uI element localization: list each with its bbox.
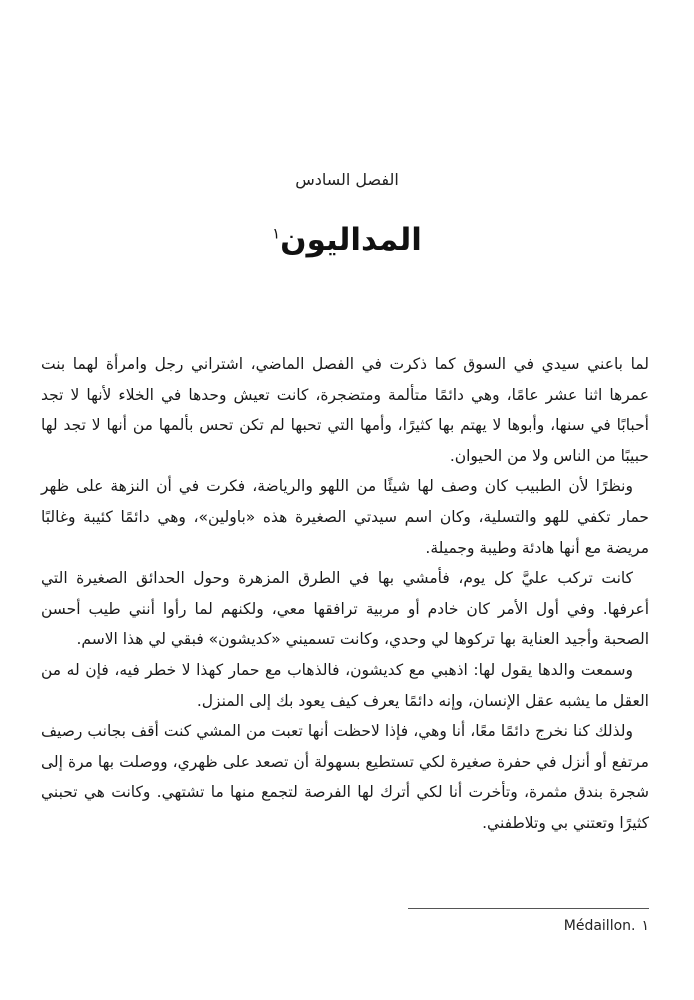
chapter-body — [41, 349, 649, 839]
paragraph-4: وسمعت والدها يقول لها: اذهبي مع كديشون، فالذهاب مع حمار كهذا لا خطر فيه، فإن له من العقل ما يشبه عقل الإنسان، وإنه دائمًا يعرف كيف يعود بك إلى المنزل. — [41, 660, 649, 710]
chapter-title — [0, 222, 694, 258]
chapter-title-text: المداليون — [280, 222, 422, 258]
paragraph-3: كانت تركب عليَّ كل يوم، فأمشي بها في الطرق المزهرة وحول الحدائق الصغيرة التي أعرفها. وفي أول الأمر كان خادم أو مربية ترافقها معي، ولكنهم لما رأوا أنني طيب أحسن الصحبة وأجيد العناية بها تركوها لي وحدي، وكانت تسميني «كديشون» فبقي لي هذا الاسم. — [41, 569, 649, 649]
footnote-number: ١ — [641, 918, 649, 934]
paragraph-5: ولذلك كنا نخرج دائمًا معًا، أنا وهي، فإذا لاحظت أنها تعبت من المشي كنت أقف بجانب رصيف مرتفع أو أنزل في حفرة صغيرة لكي تستطيع بسهولة أن تصعد على ظهري، ووصلت بها مرة إلى شجرة بندق مثمرة، وتأخرت أنا لكي أترك لها الفرصة لتجمع منها ما تشتهي. وكانت هي تحبني كثيرًا وتعتني بي وتلاطفني. — [41, 722, 649, 832]
footnote-marker: ١ — [272, 224, 281, 243]
footnote — [360, 918, 649, 934]
chapter-label: الفصل السادس — [295, 170, 399, 189]
footnote-divider — [408, 908, 649, 909]
paragraph-2: ونظرًا لأن الطبيب كان وصف لها شيئًا من اللهو والرياضة، فكرت في أن النزهة على ظهر حمار تكفي للهو والتسلية، وكان اسم سيدتي الصغيرة هذه «باولين»، وهي دائمًا كئيبة وغالبًا مريضة مع أنها هادئة وطيبة وجميلة. — [41, 477, 649, 557]
footnote-text: Médaillon. — [563, 918, 636, 934]
paragraph-1: لما باعني سيدي في السوق كما ذكرت في الفصل الماضي، اشتراني رجل وامرأة لهما بنت عمرها اثنا عشر عامًا، وهي دائمًا متألمة ومتضجرة، كانت تعيش وحدها في الخلاء لأنها لا تجد أحبابًا في سنها، وأبوها لا يهتم بها كثيرًا، وأمها التي تحبها لم تكن تحس بألمها من أنها لا تجد لها حبيبًا من الناس ولا من الحيوان. — [41, 355, 649, 465]
